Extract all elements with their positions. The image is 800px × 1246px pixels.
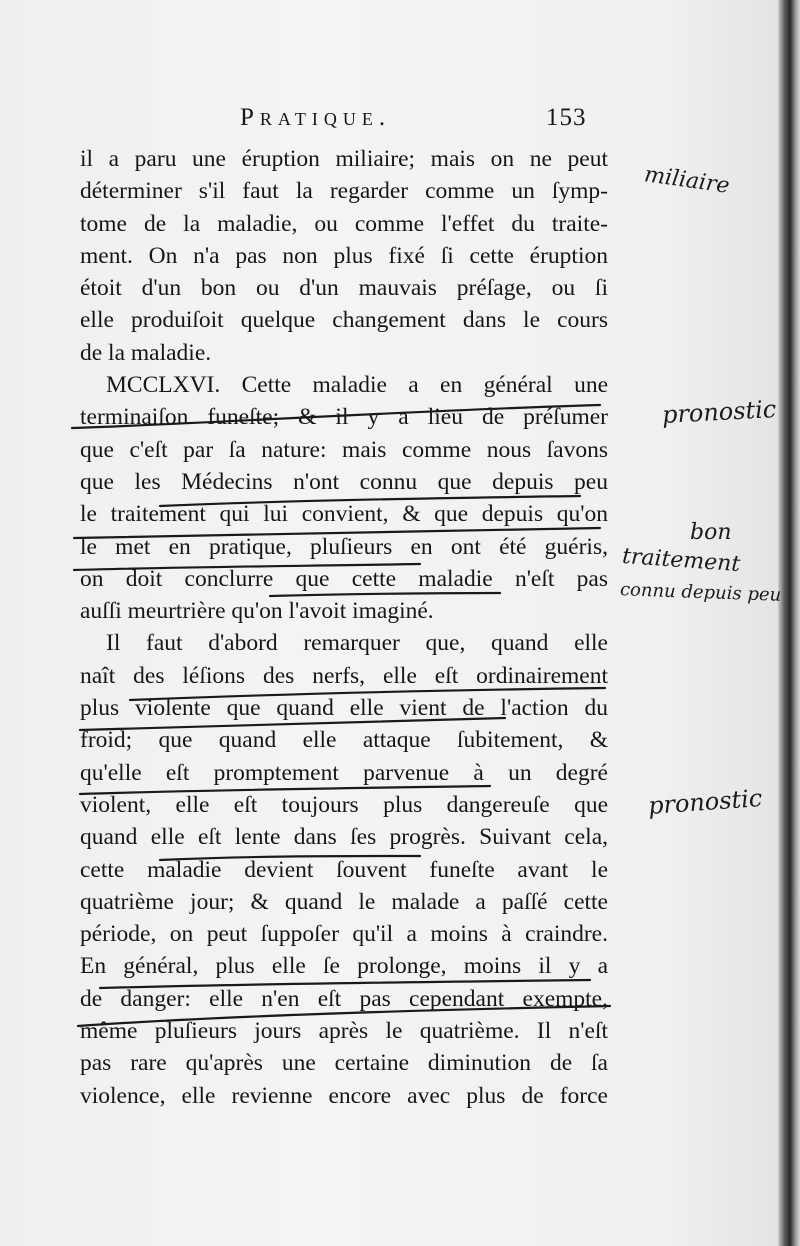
margin-note: bon xyxy=(690,520,732,545)
text-line: quatrième jour; & quand le malade a paſſé cette xyxy=(80,888,608,915)
underline-stroke xyxy=(74,564,420,570)
text-line: En général, plus elle ſe prolonge, moins il y a xyxy=(80,953,608,980)
underline-stroke xyxy=(270,593,500,596)
text-line: ment. On n'a pas non plus fixé ſi cette éruption xyxy=(80,242,608,269)
text-line: violence, elle revienne encore avec plus de force xyxy=(80,1082,608,1109)
text-line: qu'elle eſt promptement parvenue à un degré xyxy=(80,759,608,786)
underline-stroke xyxy=(74,528,600,538)
text-line: même pluſieurs jours après le quatrième. Il n'eſt xyxy=(80,1018,608,1045)
underline-stroke xyxy=(80,786,490,794)
text-line: violent, elle eſt toujours plus dangereuſe que xyxy=(80,791,608,818)
margin-note: traitement xyxy=(621,543,741,578)
text-line: le traitement qui lui convient, & que depuis qu'on xyxy=(80,501,608,528)
running-title: Pratique. xyxy=(240,104,392,131)
paragraph-start-line: Il faut d'abord remarquer que, quand elle xyxy=(106,630,608,657)
text-line: période, on peut ſuppoſer qu'il a moins à craindre. xyxy=(80,921,608,948)
margin-note: connu depuis peu xyxy=(619,579,782,606)
text-line: de la maladie. xyxy=(80,339,212,366)
paragraph-start-line: MCCLXVI. Cette maladie a en général une xyxy=(106,372,608,399)
page-number: 153 xyxy=(546,104,587,131)
margin-note: pronostic xyxy=(647,784,764,820)
text-line: plus violente que quand elle vient de l'action du xyxy=(80,695,608,722)
text-line: cette maladie devient ſouvent funeſte avant le xyxy=(80,856,608,883)
text-line: tome de la maladie, ou comme l'effet du traite- xyxy=(80,210,608,237)
text-line: on doit conclurre que cette maladie n'eſt pas xyxy=(80,565,608,592)
underline-stroke xyxy=(100,980,590,988)
text-line: pas rare qu'après une certaine diminution de ſa xyxy=(80,1050,608,1077)
underline-stroke xyxy=(72,405,600,428)
text-line: elle produiſoit quelque changement dans le cours xyxy=(80,307,608,334)
text-line: froid; que quand elle attaque ſubitement, & xyxy=(80,727,608,754)
text-line: de danger: elle n'en eſt pas cependant exempte, xyxy=(80,985,608,1012)
underline-stroke xyxy=(160,856,420,860)
text-line: que c'eſt par ſa nature: mais comme nous ſavons xyxy=(80,436,608,463)
text-line: auſſi meurtrière qu'on l'avoit imaginé. xyxy=(80,598,434,625)
margin-note: pronostic xyxy=(661,395,777,429)
text-line: terminaiſon funeſte; & il y a lieu de préſumer xyxy=(80,404,608,431)
underline-stroke xyxy=(130,688,605,700)
text-line: naît des léſions des nerfs, elle eſt ordinairement xyxy=(80,662,608,689)
text-line: le met en pratique, pluſieurs en ont été guéris, xyxy=(80,533,608,560)
text-line: étoit d'un bon ou d'un mauvais préſage, ou ſi xyxy=(80,275,608,302)
underline-stroke xyxy=(78,1006,610,1026)
text-line: quand elle eſt lente dans ſes progrès. Suivant cela, xyxy=(80,824,608,851)
text-line: déterminer s'il faut la regarder comme un ſymp- xyxy=(80,178,608,205)
text-line: il a paru une éruption miliaire; mais on ne peut xyxy=(80,146,608,172)
text-line: que les Médecins n'ont connu que depuis peu xyxy=(80,468,608,495)
underline-stroke xyxy=(80,718,505,730)
underline-stroke xyxy=(160,496,580,506)
margin-note: miliaire xyxy=(642,162,731,199)
